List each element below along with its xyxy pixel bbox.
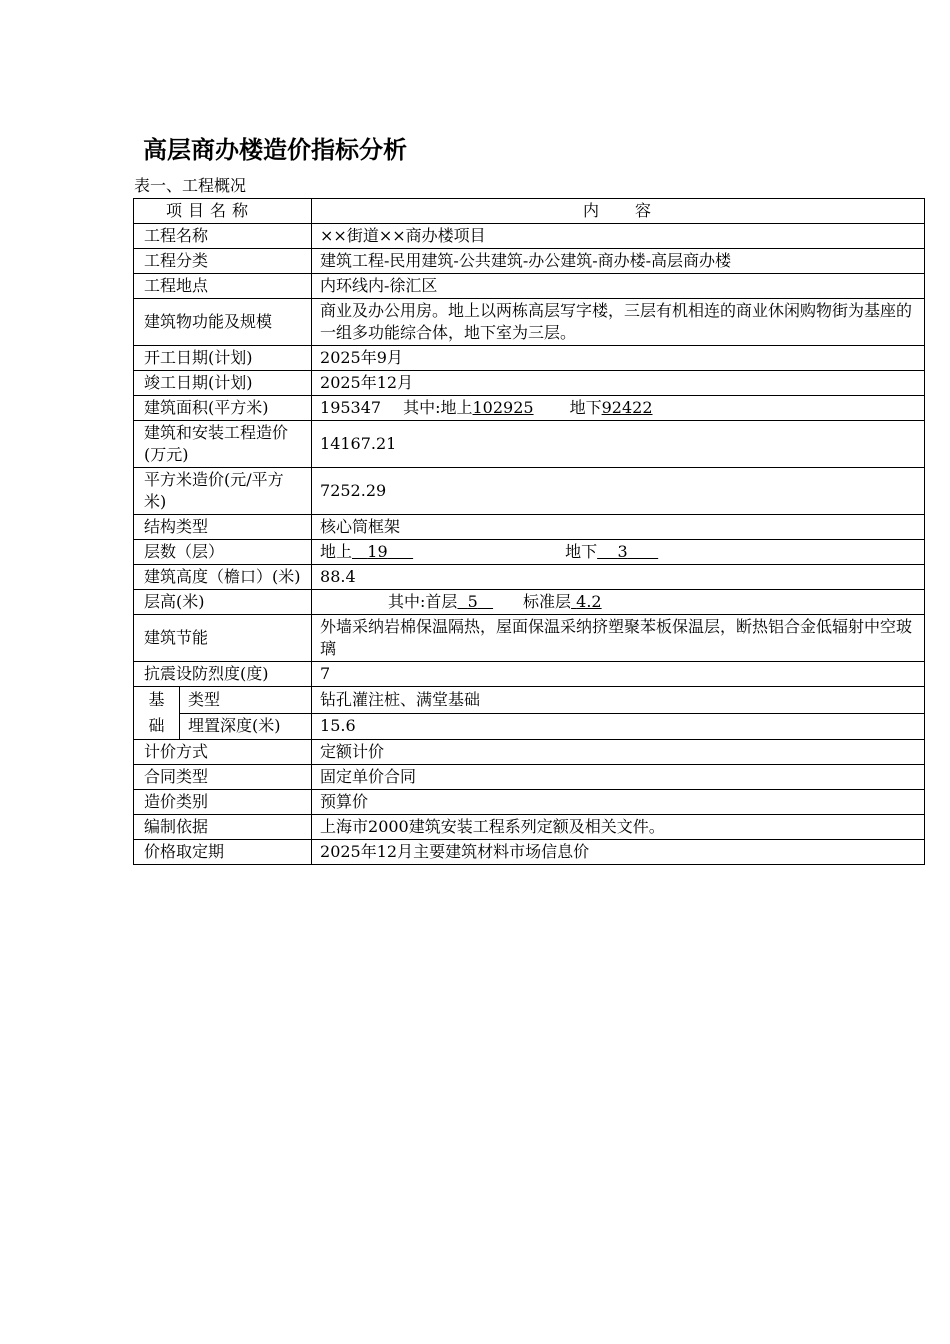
row-value: 15.6	[312, 713, 925, 740]
row-value: 2025年12月主要建筑材料市场信息价	[312, 840, 925, 865]
row-value: 内环线内-徐汇区	[312, 274, 925, 299]
row-label: 层数（层）	[134, 540, 312, 565]
row-label: 工程地点	[134, 274, 312, 299]
row-label: 埋置深度(米)	[180, 713, 312, 740]
row-value: 88.4	[312, 565, 925, 590]
table-caption: 表一、工程概况	[134, 176, 247, 195]
row-value: 7	[312, 662, 925, 687]
table-row	[134, 615, 925, 662]
table-row	[134, 662, 925, 687]
floor-height-value	[312, 590, 925, 615]
table-row	[134, 249, 925, 274]
table-row	[134, 540, 925, 565]
table-row	[134, 687, 925, 714]
row-label: 层高(米)	[134, 590, 312, 615]
table-header-row	[134, 199, 925, 224]
header-item: 项目名称	[134, 199, 312, 224]
table-row	[134, 299, 925, 346]
table-row	[134, 565, 925, 590]
row-value: 7252.29	[312, 468, 925, 515]
area-total: 195347	[320, 398, 382, 417]
floors-below-value: 3	[617, 542, 628, 561]
floor-height-first-label: 其中:首层	[388, 592, 458, 611]
row-label: 工程名称	[134, 224, 312, 249]
row-value: 上海市2000建筑安装工程系列定额及相关文件。	[312, 815, 925, 840]
row-label: 建筑面积(平方米)	[134, 396, 312, 421]
floor-height-std-label: 标准层	[523, 592, 572, 611]
row-label: 建筑和安装工程造价(万元)	[134, 421, 312, 468]
row-label: 计价方式	[134, 740, 312, 765]
area-above-value: 102925	[472, 398, 534, 417]
row-label: 价格取定期	[134, 840, 312, 865]
row-label: 结构类型	[134, 515, 312, 540]
row-label: 抗震设防烈度(度)	[134, 662, 312, 687]
row-label: 造价类别	[134, 790, 312, 815]
row-label: 类型	[180, 687, 312, 714]
header-content: 内 容	[312, 199, 925, 224]
table-row	[134, 815, 925, 840]
row-value: 预算价	[312, 790, 925, 815]
row-value: 外墙采纳岩棉保温隔热，屋面保温采纳挤塑聚苯板保温层，断热铝合金低辐射中空玻璃	[312, 615, 925, 662]
row-label: 建筑物功能及规模	[134, 299, 312, 346]
row-value: ××街道××商办楼项目	[312, 224, 925, 249]
project-overview-table	[133, 198, 925, 865]
table-row	[134, 224, 925, 249]
table-row	[134, 713, 925, 740]
row-label: 合同类型	[134, 765, 312, 790]
table-row	[134, 468, 925, 515]
table-row	[134, 346, 925, 371]
row-value: 钻孔灌注桩、满堂基础	[312, 687, 925, 714]
document-title: 高层商办楼造价指标分析	[143, 136, 407, 164]
table-row	[134, 765, 925, 790]
table-row	[134, 371, 925, 396]
row-label: 竣工日期(计划)	[134, 371, 312, 396]
floor-height-std-value: 4.2	[576, 592, 602, 611]
floors-above-label: 地上	[320, 542, 353, 561]
row-value: 建筑工程-民用建筑-公共建筑-办公建筑-商办楼-高层商办楼	[312, 249, 925, 274]
table-row	[134, 396, 925, 421]
area-value	[312, 396, 925, 421]
table-row	[134, 590, 925, 615]
floors-above-value: 19	[367, 542, 388, 561]
row-value: 14167.21	[312, 421, 925, 468]
row-value: 商业及办公用房。地上以两栋高层写字楼，三层有机相连的商业休闲购物街为基座的一组多功能综合体，地下室为三层。	[312, 299, 925, 346]
area-below-value: 92422	[601, 398, 653, 417]
row-label: 编制依据	[134, 815, 312, 840]
row-label: 平方米造价(元/平方米)	[134, 468, 312, 515]
row-label: 工程分类	[134, 249, 312, 274]
area-below-label: 地下	[569, 398, 602, 417]
table-row	[134, 274, 925, 299]
area-above-label: 其中:地上	[403, 398, 473, 417]
floors-below-label: 地下	[565, 542, 598, 561]
table-row	[134, 421, 925, 468]
table-row	[134, 840, 925, 865]
foundation-group-label: 基 础	[134, 687, 180, 740]
row-label: 建筑节能	[134, 615, 312, 662]
row-value: 核心筒框架	[312, 515, 925, 540]
floor-height-first-value: 5	[467, 592, 478, 611]
floors-value	[312, 540, 925, 565]
row-value: 固定单价合同	[312, 765, 925, 790]
row-label: 开工日期(计划)	[134, 346, 312, 371]
table-row	[134, 790, 925, 815]
row-value: 2025年9月	[312, 346, 925, 371]
table-row	[134, 740, 925, 765]
row-value: 2025年12月	[312, 371, 925, 396]
row-value: 定额计价	[312, 740, 925, 765]
table-row	[134, 515, 925, 540]
row-label: 建筑高度（檐口）(米)	[134, 565, 312, 590]
